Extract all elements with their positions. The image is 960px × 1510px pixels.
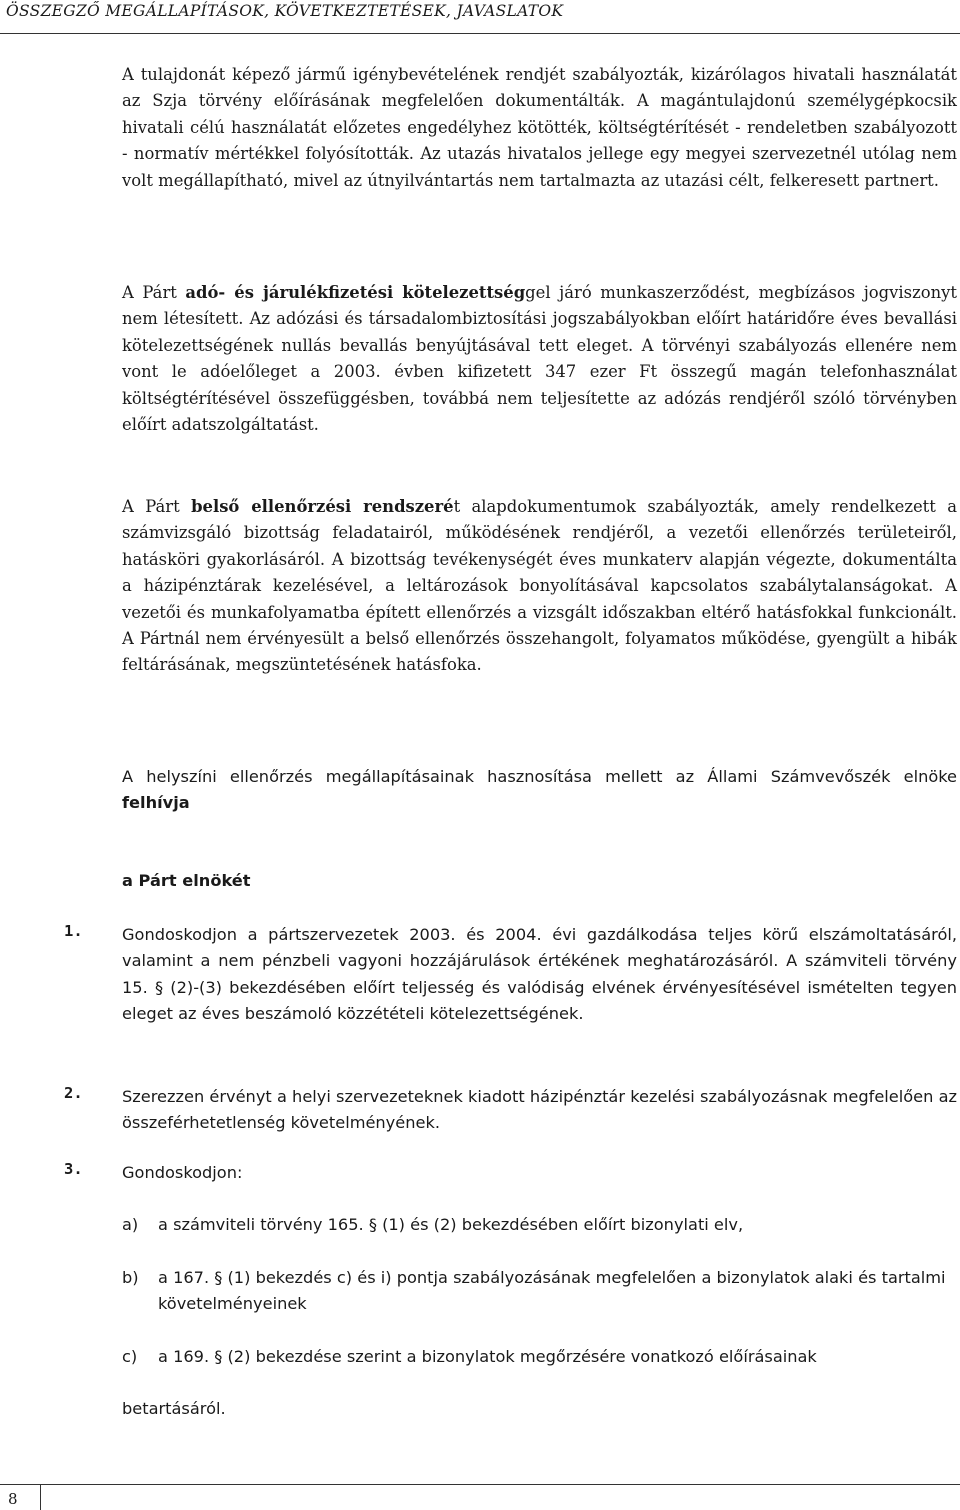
- subitem-label: c): [122, 1347, 138, 1366]
- paragraph-call-pre: A helyszíni ellenőrzés megállapításainak hasznosítása mellett az Állami Számvevőszék elnöke: [122, 767, 957, 786]
- list-item-number: 1.: [64, 922, 83, 940]
- subitem-text: a 169. § (2) bekezdése szerint a bizonylatok megőrzésére vonatkozó előírásainak: [158, 1347, 817, 1366]
- paragraph-call-to-action: [122, 764, 957, 817]
- paragraph-tax-post: gel járó munkaszerződést, megbízásos jogviszonyt nem létesített. Az adózási és társadalombiztosítási jogszabályokban előírt határidőre éves bevallási kötelezettségének nullás bevallás benyújtásával tett eleget. A törvényi szabályozás ellenére nem vont le adóelőleget a 2003. évben kifizetett 347 ezer Ft összegű magán telefonhasználat költségtérítésével összefüggésben, továbbá nem teljesítette az adózás rendjéről szóló törvényben előírt adatszolgáltatást.: [122, 283, 957, 435]
- paragraph-vehicle-use: A tulajdonát képező jármű igénybevételének rendjét szabályozták, kizárólagos hivatali használatát az Szja törvény előírásának megfelelően dokumentálták. A magántulajdonú személygépkocsik hivatali célú használatát előzetes engedélyhez kötötték, költségtérítését - rendeletben szabályozott - normatív mértékkel folyósították. Az utazás hivatalos jellege egy megyei szervezetnél utólag nem volt megállapítható, mivel az útnyilvántartás nem tartalmazta az utazási célt, felkeresett partnert.: [122, 65, 957, 190]
- list-item-text: Gondoskodjon a pártszervezetek 2003. és 2004. évi gazdálkodása teljes körű elszámoltatásáról, valamint a nem pénzbeli vagyoni hozzájárulások értékének meghatározásáról. A számviteli törvény 15. § (2)-(3) bekezdésében előírt teljesség és valódiság elvének érvényesítésével ismételten tegyen eleget az éves beszámoló közzétételi kötelezettségének.: [122, 925, 957, 1023]
- subitem-label: b): [122, 1268, 139, 1287]
- footer-divider: [0, 1484, 960, 1485]
- page-header-title: ÖSSZEGZŐ MEGÁLLAPÍTÁSOK, KÖVETKEZTETÉSEK, JAVASLATOK: [6, 2, 564, 20]
- list-item-text: Szerezzen érvényt a helyi szervezeteknek kiadott házipénztár kezelési szabályozásnak megfelelően az összeférhetetlenség követelményének.: [122, 1087, 957, 1133]
- subitem-text: a 167. § (1) bekezdés c) és i) pontja szabályozásának megfelelően a bizonylatok alaki és tartalmi követelményeinek: [158, 1268, 946, 1314]
- paragraph-tax-pre: A Párt: [122, 283, 186, 302]
- paragraph-control-pre: A Párt: [122, 497, 192, 516]
- list-item-number: 3.: [64, 1160, 83, 1178]
- closing-text: betartásáról.: [122, 1399, 226, 1418]
- subitem-text: a számviteli törvény 165. § (1) és (2) bekezdésében előírt bizonylati elv,: [158, 1215, 744, 1234]
- paragraph-internal-control: [122, 494, 957, 679]
- list-item-text: Gondoskodjon:: [122, 1163, 243, 1182]
- header-divider: [0, 33, 960, 34]
- addressee-heading: a Párt elnökét: [122, 871, 251, 890]
- page-number: 8: [8, 1490, 18, 1508]
- paragraph-tax-bold: adó- és járulékfizetési kötelezettség: [185, 283, 526, 302]
- paragraph-call-bold: felhívja: [122, 793, 190, 813]
- paragraph-control-bold: belső ellenőrzési rendszeré: [191, 497, 454, 516]
- paragraph-control-post: t alapdokumentumok szabályozták, amely rendelkezett a számvizsgáló bizottság feladatairól, működésének rendjéről, a vezetői ellenőrzés területeiről, hatásköri gyakorlásáról. A bizottság tevékenységét éves munkaterv alapján végezte, dokumentálta a házipénztárak kezelésével, a leltározások bonyolításával kapcsolatos szabálytalanságokat. A vezetői és munkafolyamatba épített ellenőrzés a vizsgált időszakban eltérő hatásfokkal funkcionált. A Pártnál nem érvényesült a belső ellenőrzés összehangolt, folyamatos működése, gyengült a hibák feltárásának, megszüntetésének hatásfoka.: [122, 497, 957, 675]
- footer-separator: [40, 1484, 41, 1510]
- paragraph-tax-obligations: [122, 280, 957, 438]
- subitem-label: a): [122, 1215, 139, 1234]
- list-item-number: 2.: [64, 1084, 83, 1102]
